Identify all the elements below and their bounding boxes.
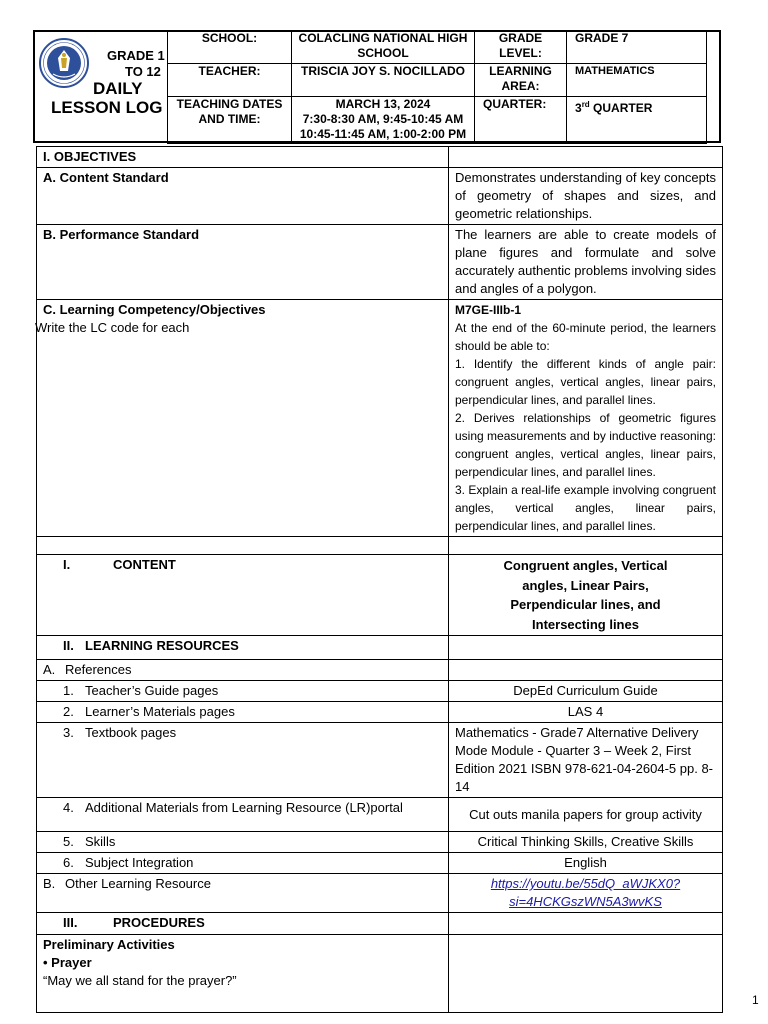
- add-value: Cut outs manila papers for group activity: [449, 798, 723, 832]
- tg-num: 1.: [63, 683, 74, 698]
- content-label-cell: [37, 555, 449, 636]
- lm-num: 2.: [63, 704, 74, 719]
- subj-num: 6.: [63, 855, 74, 870]
- textbook-row: [37, 723, 723, 798]
- dates-line-2: 7:30-8:30 AM, 9:45-10:45 AM: [302, 112, 464, 126]
- add-label: Additional Materials from Learning Resource (LR)portal: [85, 800, 403, 815]
- dates-value: [292, 97, 475, 144]
- content-label: CONTENT: [113, 557, 176, 572]
- learners-materials-row: [37, 702, 723, 723]
- resources-heading-row: [37, 636, 723, 660]
- learning-area-label: LEARNING AREA:: [475, 64, 567, 97]
- prayer-quote: “May we all stand for the prayer?”: [43, 973, 237, 988]
- objectives-heading-row: [37, 147, 723, 168]
- performance-standard-label: B. Performance Standard: [37, 225, 449, 300]
- subj-value: English: [449, 853, 723, 874]
- other-label: Other Learning Resource: [65, 876, 211, 891]
- video-link-line-1[interactable]: https://youtu.be/55dQ_aWJKX0?: [490, 876, 681, 891]
- objectives-intro: At the end of the 60-minute period, the learners should be able to:: [455, 321, 716, 353]
- references-label: References: [65, 662, 132, 677]
- objective-item-2: 2. Derives relationships of geometric figures using measurements and by inductive reasoning: congruent angles, vertical angles, linear pairs, perpendicular lines, and parallel lines.: [455, 411, 716, 479]
- tb-label: Textbook pages: [85, 725, 177, 740]
- other-num: B.: [43, 876, 56, 891]
- prayer-label: • Prayer: [43, 955, 92, 970]
- quarter-number: 3: [575, 101, 582, 115]
- resources-heading: [37, 636, 449, 660]
- preliminary-cell: [37, 935, 449, 1013]
- objectives-heading: I. OBJECTIVES: [37, 147, 449, 168]
- skills-label-cell: [37, 832, 449, 853]
- dates-label: TEACHING DATES AND TIME:: [168, 97, 292, 144]
- video-link-line-2[interactable]: si=4HCKGszWN5A3wvKS: [509, 894, 662, 909]
- deped-seal-icon: [39, 38, 89, 88]
- references-num: A.: [43, 662, 56, 677]
- school-value: COLACLING NATIONAL HIGH SCHOOL: [292, 31, 475, 64]
- lesson-log-header: [33, 30, 721, 143]
- other-resource-link[interactable]: [449, 874, 723, 913]
- procedures-heading-row: [37, 913, 723, 935]
- content-num: I.: [63, 557, 71, 572]
- content-topic-line-2: angles, Linear Pairs,: [522, 577, 649, 593]
- add-label-cell: [37, 798, 449, 832]
- teachers-guide-label-cell: [37, 681, 449, 702]
- page-number: 1: [752, 993, 759, 1007]
- quarter-value: [567, 97, 707, 144]
- tg-label: Teacher’s Guide pages: [85, 683, 219, 698]
- teachers-guide-row: [37, 681, 723, 702]
- content-topic: [449, 555, 723, 636]
- quarter-label: QUARTER:: [475, 97, 567, 144]
- content-row: [37, 555, 723, 636]
- competency-objectives: [449, 300, 723, 537]
- content-topic-line-1: Congruent angles, Vertical: [503, 558, 668, 573]
- competency-row: [37, 300, 723, 537]
- header-info-table: [167, 30, 707, 144]
- tb-num: 3.: [63, 725, 74, 740]
- content-standard-label: A. Content Standard: [37, 168, 449, 225]
- teacher-label: TEACHER:: [168, 64, 292, 97]
- objective-item-3: 3. Explain a real-life example involving congruent angles, vertical angles, linear pairs, perpendicular lines, and parallel lines.: [455, 483, 716, 533]
- preliminary-label: Preliminary Activities: [43, 937, 175, 952]
- content-standard-text: Demonstrates understanding of key concepts of geometry of shapes and sizes, and geometric relationships.: [449, 168, 723, 225]
- lesson-log-table: [36, 146, 723, 1013]
- quarter-suffix: rd: [581, 100, 590, 109]
- content-standard-row: [37, 168, 723, 225]
- tb-value: Mathematics - Grade7 Alternative Delivery Mode Module - Quarter 3 – Week 2, First Edition 2021 ISBN 978-621-04-2604-5 pp. 8-14: [449, 723, 723, 798]
- subject-integration-row: [37, 853, 723, 874]
- lm-label-cell: [37, 702, 449, 723]
- grade-level-label: GRADE LEVEL:: [475, 31, 567, 64]
- content-topic-line-3: Perpendicular lines, and: [510, 597, 661, 612]
- resources-num: II.: [63, 638, 74, 653]
- performance-standard-row: [37, 225, 723, 300]
- objective-item-1: 1. Identify the different kinds of angle pair: congruent angles, vertical angles, linear pairs, perpendicular lines, and parallel lines.: [455, 357, 716, 407]
- quarter-word: QUARTER: [593, 101, 653, 115]
- performance-standard-text: The learners are able to create models of plane figures and formulate and solve accurately authentic problems involving sides and angles of a polygon.: [449, 225, 723, 300]
- tg-value: DepEd Curriculum Guide: [449, 681, 723, 702]
- dates-line-3: 10:45-11:45 AM, 1:00-2:00 PM: [299, 127, 467, 141]
- other-label-cell: [37, 874, 449, 913]
- lm-label: Learner’s Materials pages: [85, 704, 235, 719]
- procedures-heading: [37, 913, 449, 935]
- brand-to-12: TO 12: [125, 64, 161, 79]
- skills-num: 5.: [63, 834, 74, 849]
- learning-area-value: MATHEMATICS: [567, 64, 707, 97]
- skills-row: [37, 832, 723, 853]
- resources-label: LEARNING RESOURCES: [85, 638, 239, 653]
- competency-label: C. Learning Competency/Objectives: [43, 302, 266, 317]
- subj-label-cell: [37, 853, 449, 874]
- tb-label-cell: [37, 723, 449, 798]
- content-topic-line-4: Intersecting lines: [532, 616, 639, 632]
- competency-note: Write the LC code for each: [35, 320, 190, 335]
- preliminary-row: [37, 935, 723, 1013]
- other-resource-row: [37, 874, 723, 913]
- school-label: SCHOOL:: [168, 31, 292, 64]
- procedures-label: PROCEDURES: [113, 915, 205, 930]
- brand-lesson-log: LESSON LOG: [51, 98, 163, 117]
- add-num: 4.: [63, 800, 74, 815]
- competency-cell: [37, 300, 449, 537]
- teacher-value: TRISCIA JOY S. NOCILLADO: [292, 64, 475, 97]
- lc-code: M7GE-IIIb-1: [455, 303, 522, 317]
- references-row: [37, 660, 723, 681]
- skills-value: Critical Thinking Skills, Creative Skills: [449, 832, 723, 853]
- brand-daily: DAILY: [93, 79, 143, 98]
- spacer-row: [37, 537, 723, 555]
- references-label-cell: [37, 660, 449, 681]
- lm-value: LAS 4: [449, 702, 723, 723]
- grade-level-value: GRADE 7: [567, 31, 707, 64]
- procedures-num: III.: [63, 915, 78, 930]
- additional-materials-row: [37, 798, 723, 832]
- subj-label: Subject Integration: [85, 855, 194, 870]
- brand-grade: GRADE 1: [107, 48, 165, 63]
- skills-label: Skills: [85, 834, 116, 849]
- header-logo-cell: [35, 32, 167, 141]
- dates-line-1: MARCH 13, 2024: [335, 97, 431, 111]
